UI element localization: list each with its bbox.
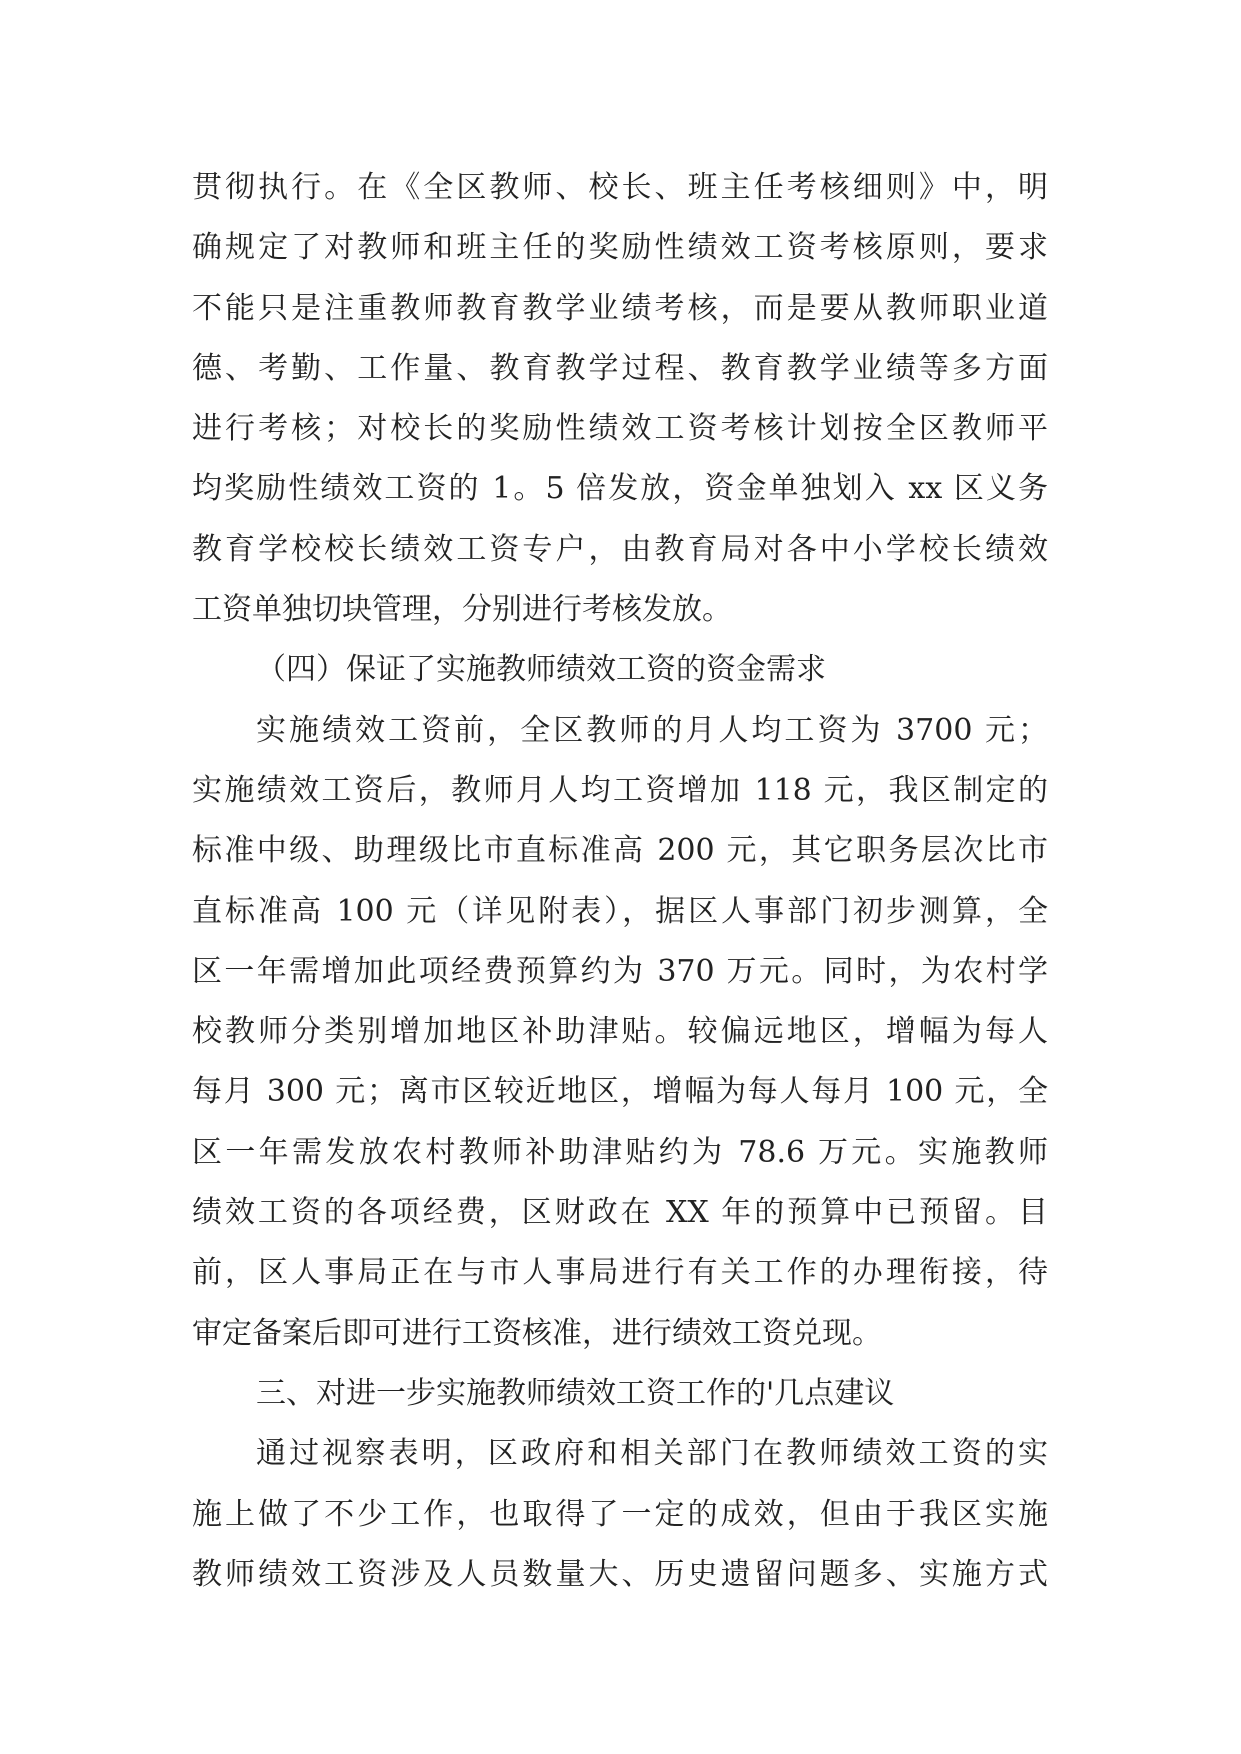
text-line: 三、对进一步实施教师绩效工资工作的'几点建议	[256, 1375, 895, 1411]
text-line: 工资单独切块管理，分别进行考核发放。	[192, 592, 732, 628]
text-line: 教育学校校长绩效工资专户，由教育局对各中小学校长绩效	[192, 531, 1048, 567]
body-text	[192, 158, 1048, 1605]
text-line: 不能只是注重教师教育教学业绩考核，而是要从教师职业道	[192, 290, 1048, 326]
text-line: 绩效工资的各项经费，区财政在 XX 年的预算中已预留。目	[192, 1195, 1048, 1231]
text-line: 施上做了不少工作，也取得了一定的成效，但由于我区实施	[192, 1496, 1048, 1532]
text-line: 直标准高 100 元（详见附表），据区人事部门初步测算，全	[192, 893, 1048, 929]
text-line: 德、考勤、工作量、教育教学过程、教育教学业绩等多方面	[192, 350, 1048, 386]
text-line: 进行考核；对校长的奖励性绩效工资考核计划按全区教师平	[192, 411, 1048, 447]
text-line: 实施绩效工资前，全区教师的月人均工资为 3700 元；	[256, 712, 1048, 748]
text-line: （四）保证了实施教师绩效工资的资金需求	[256, 652, 826, 688]
text-line: 教师绩效工资涉及人员数量大、历史遗留问题多、实施方式	[192, 1556, 1048, 1592]
text-line: 通过视察表明，区政府和相关部门在教师绩效工资的实	[256, 1436, 1048, 1472]
text-line: 确规定了对教师和班主任的奖励性绩效工资考核原则，要求	[192, 230, 1048, 266]
text-line: 校教师分类别增加地区补助津贴。较偏远地区，增幅为每人	[192, 1014, 1048, 1050]
text-line: 均奖励性绩效工资的 1。5 倍发放，资金单独划入 xx 区义务	[192, 471, 1048, 507]
text-line: 审定备案后即可进行工资核准，进行绩效工资兑现。	[192, 1315, 882, 1351]
text-line: 前，区人事局正在与市人事局进行有关工作的办理衔接，待	[192, 1255, 1048, 1291]
text-line: 标准中级、助理级比市直标准高 200 元，其它职务层次比市	[192, 833, 1048, 869]
text-line: 贯彻执行。在《全区教师、校长、班主任考核细则》中，明	[192, 170, 1048, 205]
text-line: 实施绩效工资后，教师月人均工资增加 118 元，我区制定的	[192, 772, 1048, 808]
text-line: 每月 300 元；离市区较近地区，增幅为每人每月 100 元，全	[192, 1074, 1048, 1110]
text-line: 区一年需发放农村教师补助津贴约为 78.6 万元。实施教师	[192, 1134, 1048, 1170]
text-line: 区一年需增加此项经费预算约为 370 万元。同时，为农村学	[192, 953, 1048, 989]
